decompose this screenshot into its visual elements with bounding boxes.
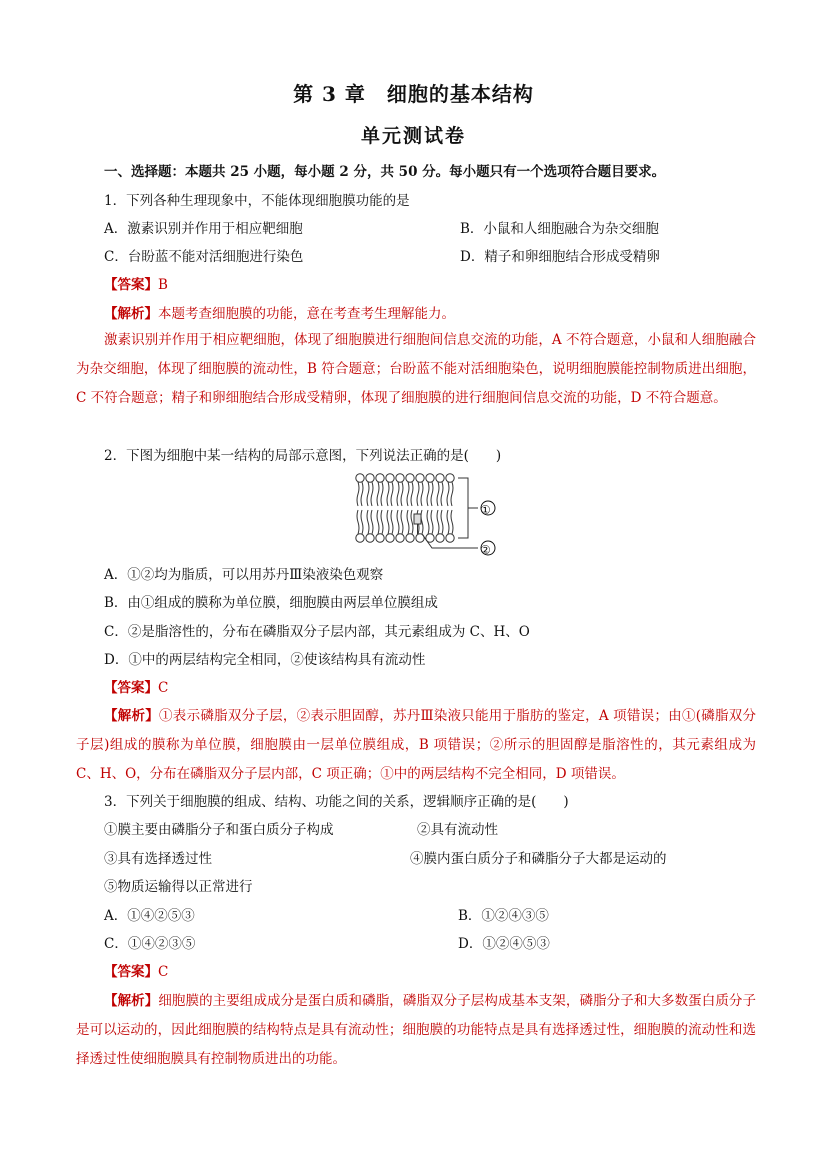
q2-analysis-body: ①表示磷脂双分子层，②表示胆固醇，苏丹Ⅲ染液只能用于脂肪的鉴定，A 项错误；由①(磷脂双分子层)组成的膜称为单位膜，细胞膜由一层单位膜组成，B 项错误；②所示的胆固醇是脂溶性的，其元素组成为 C、H、O，分布在磷脂双分子层内部，C 项正确；①中的两层结构不完全相同，D 项错误。 [76, 708, 757, 782]
q3-option-b: B．①②④③⑤ [458, 908, 549, 924]
phospholipid-bottom-row [356, 510, 454, 542]
q2-answer [104, 678, 168, 698]
q3-statement-5: ⑤物质运输得以正常进行 [104, 879, 253, 895]
q1-stem: 1．下列各种生理现象中，不能体现细胞膜功能的是 [104, 193, 410, 209]
cholesterol-molecule [414, 514, 421, 534]
q1-option-d: D．精子和卵细胞结合形成受精卵 [460, 249, 660, 265]
section-heading: 一、选择题：本题共 25 小题，每小题 2 分，共 50 分。每小题只有一个选项符合题目要求。 [104, 164, 666, 180]
q2-answer-value: C [158, 680, 169, 696]
q1-analysis-tag: 【解析】 [104, 306, 158, 322]
q3-answer-value: C [158, 964, 169, 980]
q3-analysis [76, 987, 756, 1074]
q1-analysis-body: 激素识别并作用于相应靶细胞，体现了细胞膜进行细胞间信息交流的功能，A 不符合题意，小鼠和人细胞融合为杂交细胞，体现了细胞膜的流动性，B 符合题意；台盼蓝不能对活细胞染色，说明细胞膜能控制物质进出细胞，C 不符合题意；精子和卵细胞结合形成受精卵，体现了细胞膜的进行细胞间信息交流的功能，D 不符合题意。 [76, 332, 756, 406]
phospholipid-top-row [356, 474, 454, 506]
q1-option-c: C．台盼蓝不能对活细胞进行染色 [104, 249, 304, 265]
q1-answer-tag: 【答案】 [104, 277, 158, 293]
q3-analysis-body: 细胞膜的主要组成成分是蛋白质和磷脂，磷脂双分子层构成基本支架，磷脂分子和大多数蛋白质分子是可以运动的，因此细胞膜的结构特点是具有流动性；细胞膜的功能特点是具有选择透过性，细胞膜的流动性和选择透过性使细胞膜具有控制物质进出的功能。 [76, 993, 757, 1067]
q2-option-c: C．②是脂溶性的，分布在磷脂双分子层内部，其元素组成为 C、H、O [104, 624, 530, 640]
q3-answer [104, 962, 168, 982]
page-subtitle: 单元测试卷 [360, 125, 466, 147]
q2-stem: 2．下图为细胞中某一结构的局部示意图，下列说法正确的是( ) [104, 448, 502, 464]
q2-answer-tag: 【答案】 [104, 680, 158, 696]
q3-stem: 3．下列关于细胞膜的组成、结构、功能之间的关系，逻辑顺序正确的是( ) [104, 794, 569, 810]
q1-answer [104, 275, 168, 295]
q3-analysis-tag: 【解析】 [104, 993, 159, 1009]
q1-analysis-lead-text: 本题考查细胞膜的功能，意在考查考生理解能力。 [158, 306, 455, 322]
page-title: 第 3 章 细胞的基本结构 [293, 82, 534, 106]
q3-answer-tag: 【答案】 [104, 964, 158, 980]
diagram-label-1: ① [480, 503, 491, 517]
q2-option-b: B．由①组成的膜称为单位膜，细胞膜由两层单位膜组成 [104, 595, 438, 611]
q3-option-a: A．①④②⑤③ [104, 908, 195, 924]
q2-option-a: A．①②均为脂质，可以用苏丹Ⅲ染液染色观察 [104, 567, 384, 583]
q3-statement-4: ④膜内蛋白质分子和磷脂分子大都是运动的 [410, 851, 667, 867]
q3-option-c: C．①④②③⑤ [104, 936, 196, 952]
q3-statement-2: ②具有流动性 [417, 822, 498, 838]
q2-analysis [76, 702, 756, 789]
q3-statement-1: ①膜主要由磷脂分子和蛋白质分子构成 [104, 822, 334, 838]
q3-option-d: D．①②④⑤③ [458, 936, 550, 952]
q3-statement-3: ③具有选择透过性 [104, 851, 212, 867]
q1-option-a: A．激素识别并作用于相应靶细胞 [104, 221, 303, 237]
q1-answer-value: B [158, 277, 168, 293]
q1-option-b: B．小鼠和人细胞融合为杂交细胞 [460, 221, 659, 237]
diagram-label-2: ② [480, 543, 491, 557]
q1-analysis-lead [104, 304, 455, 324]
q2-option-d: D．①中的两层结构完全相同，②使该结构具有流动性 [104, 652, 426, 668]
q2-analysis-tag: 【解析】 [104, 708, 160, 724]
